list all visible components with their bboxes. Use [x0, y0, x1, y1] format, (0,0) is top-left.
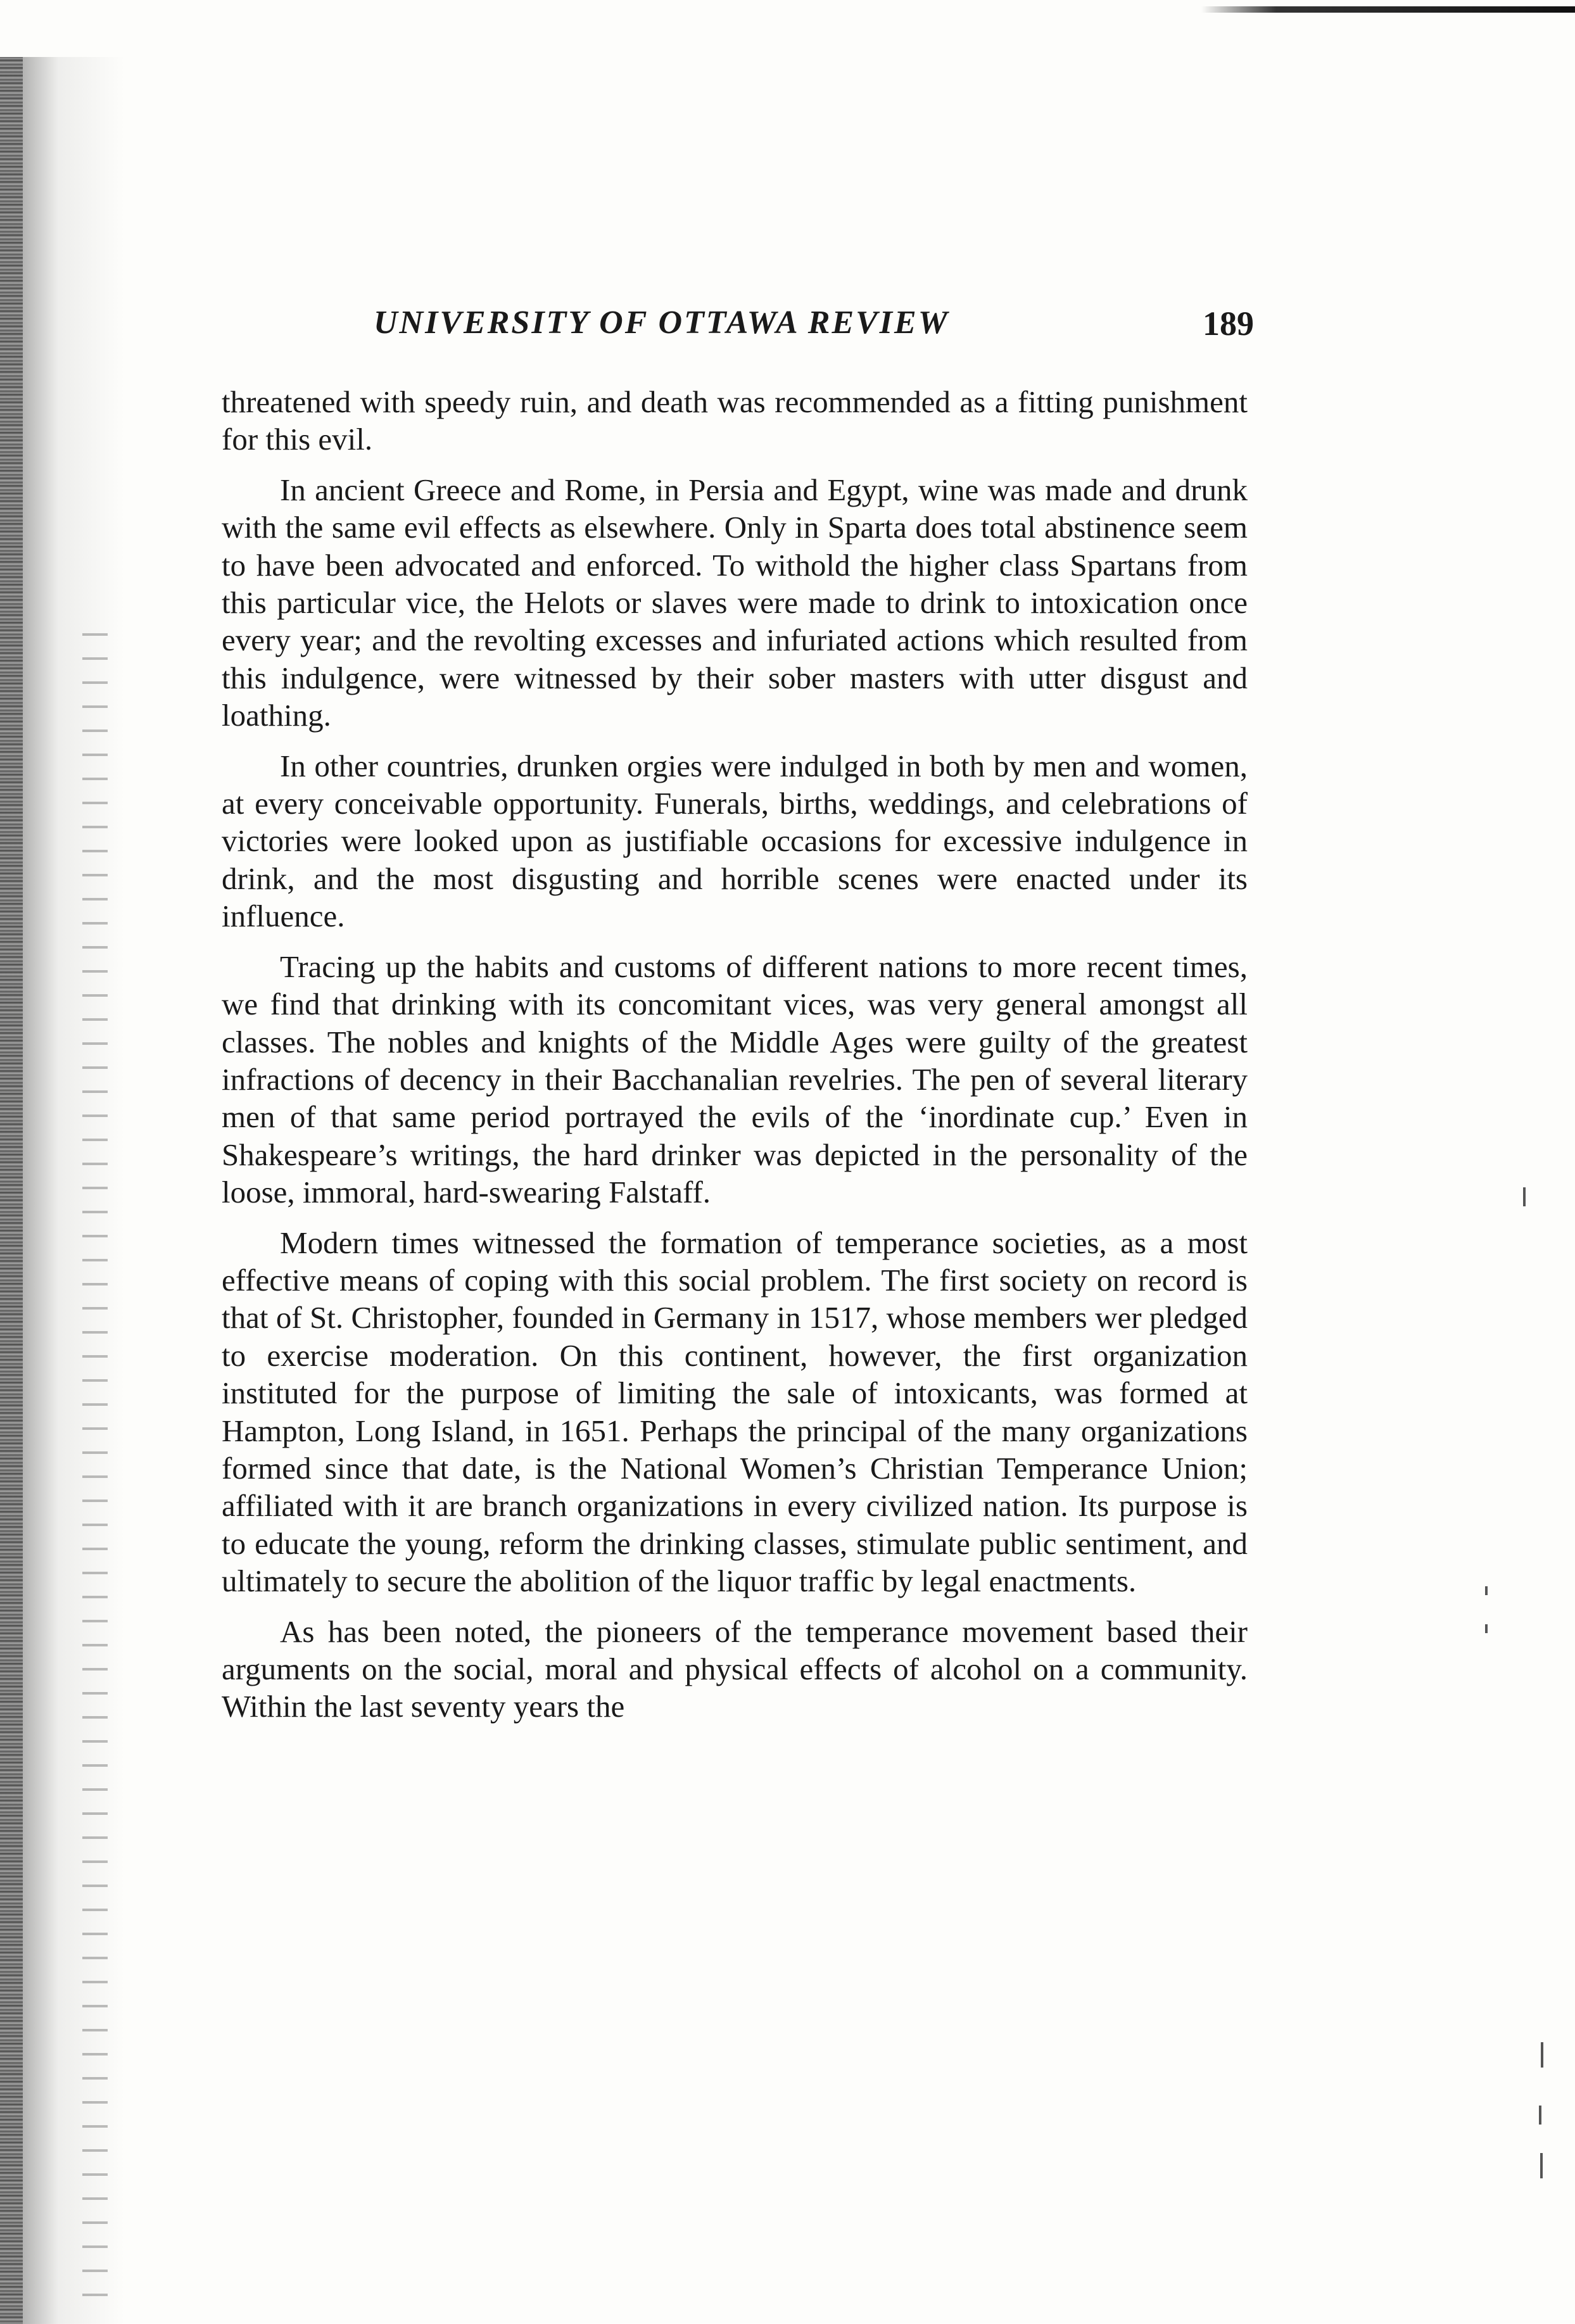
scan-edge-rule	[1201, 6, 1575, 13]
margin-speck	[1540, 2153, 1543, 2178]
paragraph: In other countries, drunken orgies were indulged in both by men and women, at every conceivable opportunity. Funerals, births, weddings, and celebrations of victories were looked upon as justifiable occasions for excessive indulgence in drink, and the most disgusting and horrible scenes were enacted under its influence.	[222, 748, 1248, 934]
margin-speck	[1541, 2042, 1543, 2068]
paragraph: In ancient Greece and Rome, in Persia and Egypt, wine was made and drunk with the same evil effects as elsewhere. Only in Sparta does total abstinence seem to have been advocated and enforced. To withold the higher class Spartans from this particular vice, the Helots or slaves were made to drink to intoxication once every year; and the revolting excesses and infuriated actions which resulted from this indulgence, were witnessed by their sober masters with utter disgust and loathing.	[222, 472, 1248, 733]
paragraph: As has been noted, the pioneers of the temperance movement based their arguments on the social, moral and physical effects of alcohol on a community. Within the last seventy years the	[222, 1614, 1248, 1724]
page-header	[222, 304, 1254, 355]
margin-speck	[1485, 1624, 1488, 1633]
margin-speck	[1539, 2106, 1541, 2125]
paragraph: Tracing up the habits and customs of different nations to more recent times, we find that drinking with its concomitant vices, was very general amongst all classes. The nobles and knights of the Middle Ages were guilty of the greatest infractions of decency in their Bacchanalian revelries. The pen of several literary men of that same period portrayed the evils of the ‘inordinate cup.’ Even in Shakespeare’s writings, the hard drinker was depicted in the personality of the loose, immoral, hard-swearing Falstaff.	[222, 949, 1248, 1210]
margin-speck	[1485, 1586, 1488, 1595]
page-number: 189	[1203, 305, 1254, 343]
paragraph: threatened with speedy ruin, and death was recommended as a fitting punishment for this evil.	[222, 384, 1248, 457]
margin-speck	[1523, 1187, 1526, 1206]
binding-gutter	[0, 57, 23, 2324]
article-body	[222, 383, 1248, 1738]
binding-shadow	[23, 57, 124, 2324]
running-head: UNIVERSITY OF OTTAWA REVIEW	[374, 305, 949, 341]
gutter-specks	[82, 633, 108, 2311]
paragraph: Modern times witnessed the formation of temperance societies, as a most effective means of coping with this social problem. The first society on record is that of St. Christopher, founded in Germany in 1517, whose members wer pledged to exercise moderation. On this continent, however, the first organization instituted for the purpose of limiting the sale of intoxicants, was formed at Hampton, Long Island, in 1651. Perhaps the principal of the many organizations formed since that date, is the National Women’s Christian Temperance Union; affiliated with it are branch organizations in every civilized nation. Its purpose is to educate the young, reform the drinking classes, stimulate public sentiment, and ultimately to secure the abolition of the liquor traffic by legal enactments.	[222, 1225, 1248, 1599]
